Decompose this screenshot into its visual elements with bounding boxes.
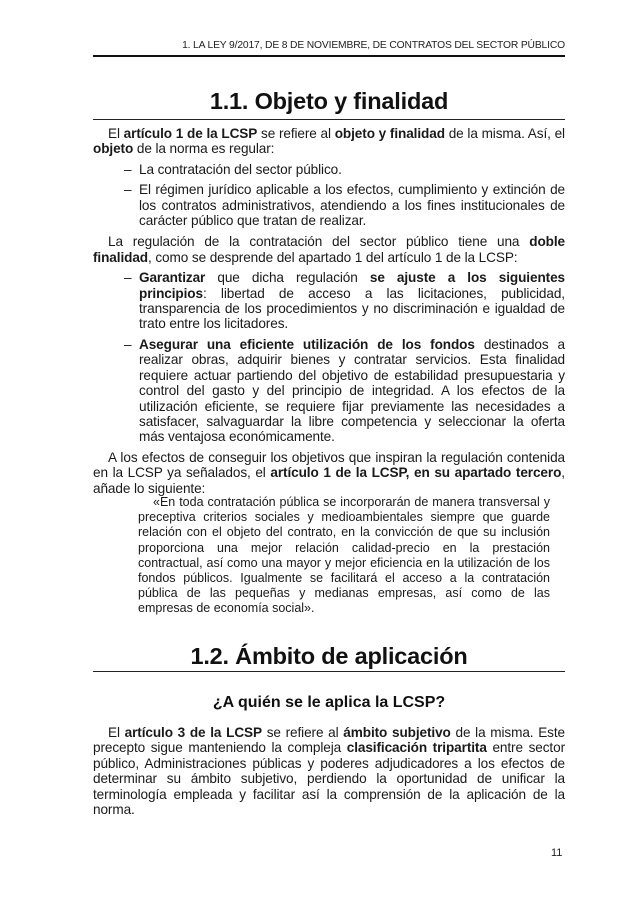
bold-text: se ajuste a los siguientes principios (139, 270, 565, 301)
bullet-list (93, 270, 565, 444)
list-item (93, 162, 565, 177)
header-rule (93, 55, 565, 57)
bold-text: artículo 1 de la LCSP (123, 126, 258, 141)
section-title-objeto: 1.1. Objeto y finalidad (209, 88, 449, 114)
text-run: de la misma. Este precepto sigue manteniendo la compleja (93, 725, 565, 756)
list-item (93, 182, 565, 228)
text-run: A los efectos de conseguir los objetivos que inspiran la regulación contenida en la LCSP ya señalados, el (93, 449, 565, 481)
text-run: , como se desprende del apartado 1 del artículo 1 de la LCSP: (148, 249, 518, 265)
paragraph (93, 234, 565, 265)
bold-text: doble finalidad (93, 234, 565, 265)
text-run: destinados a realizar obras, adquirir bienes y contratar servicios. Esta finalidad requiere actuar partiendo del objetivo de estabilidad presupuestaria y control del gasto y del principio de integridad. A los efectos de la utilización eficiente, se requiere fijar previamente las necesidades a satisfacer, salvaguardar la libre competencia y seleccionar la oferta más ventajosa económicamente. (139, 336, 565, 445)
list-item (93, 270, 565, 332)
section-rule (93, 671, 565, 672)
dash-bullet-icon: – (124, 270, 132, 286)
text-run: : libertad de acceso a las licitaciones, publicidad, transparencia de los procedimientos y no discriminación e igualdad de trato entre los licitadores. (139, 285, 565, 332)
page-number: 11 (551, 847, 563, 859)
paragraph (93, 450, 565, 496)
dash-bullet-icon: – (124, 182, 132, 198)
bold-text: Garantizar (139, 270, 206, 286)
text-run: El (108, 725, 125, 740)
text-run: que dicha regulación (205, 270, 370, 286)
paragraph (93, 126, 565, 157)
list-item (93, 337, 565, 445)
text-run: de la misma. Así, el (444, 126, 565, 141)
text-run: La regulación de la contratación del sector público tiene una (108, 234, 530, 250)
section-title-ambito: 1.2. Ámbito de aplicación (190, 643, 468, 669)
bold-text: Asegurar una eficiente utilización de los fondos (139, 336, 475, 352)
bullet-list (93, 162, 565, 229)
bold-text: ámbito subjetivo (343, 725, 451, 740)
text-run: de la norma es regular: (133, 141, 275, 157)
bold-text: objeto (93, 141, 134, 157)
bold-text: clasificación tripartita (346, 740, 487, 756)
text-run: , añade lo siguiente: (93, 465, 565, 496)
text-run: La contratación del sector público. (139, 161, 342, 177)
text-run: se refiere al (261, 725, 344, 740)
bold-text: artículo 1 de la LCSP, en su apartado tercero (270, 465, 562, 481)
text-run: El (108, 126, 124, 141)
dash-bullet-icon: – (124, 336, 132, 352)
block-quote: «En toda contratación pública se incorporarán de manera transversal y preceptiva criterios sociales y medioambientales siempre que guarde relación con el objeto del contrato, en la convicción de que su inclusión proporciona una mejor relación calidad-precio en la prestación contractual, así como una mayor y mejor eficiencia en la utilización de los fondos públicos. Igualmente se facilitará el acceso a la contratación pública de las pequeñas y medianas empresas, así como de las empresas de economía social». (138, 495, 550, 616)
bold-text: artículo 3 de la LCSP (124, 725, 262, 740)
text-run: El régimen jurídico aplicable a los efectos, cumplimiento y extinción de los contratos administrativos, atendiendo a los fines institucionales de carácter público que tratan de realizar. (139, 182, 565, 229)
paragraph (93, 725, 565, 817)
text-run: se refiere al (257, 126, 335, 141)
dash-bullet-icon: – (124, 161, 132, 177)
running-head: 1. LA LEY 9/2017, DE 8 DE NOVIEMBRE, DE CONTRATOS DEL SECTOR PÚBLICO (182, 40, 565, 51)
subsection-title: ¿A quién se le aplica la LCSP? (212, 694, 446, 711)
text-run: entre sector público, Administraciones públicas y poderes adjudicadores a los efectos de determinar su ámbito subjetivo, perdiendo la oportunidad de unificar la terminología empleada y facilitar así la comprensión de la aplicación de la norma. (93, 740, 565, 818)
bold-text: objeto y finalidad (334, 126, 445, 141)
section-2-body (93, 725, 565, 817)
section-rule (93, 119, 565, 120)
section-1-body (93, 126, 565, 496)
